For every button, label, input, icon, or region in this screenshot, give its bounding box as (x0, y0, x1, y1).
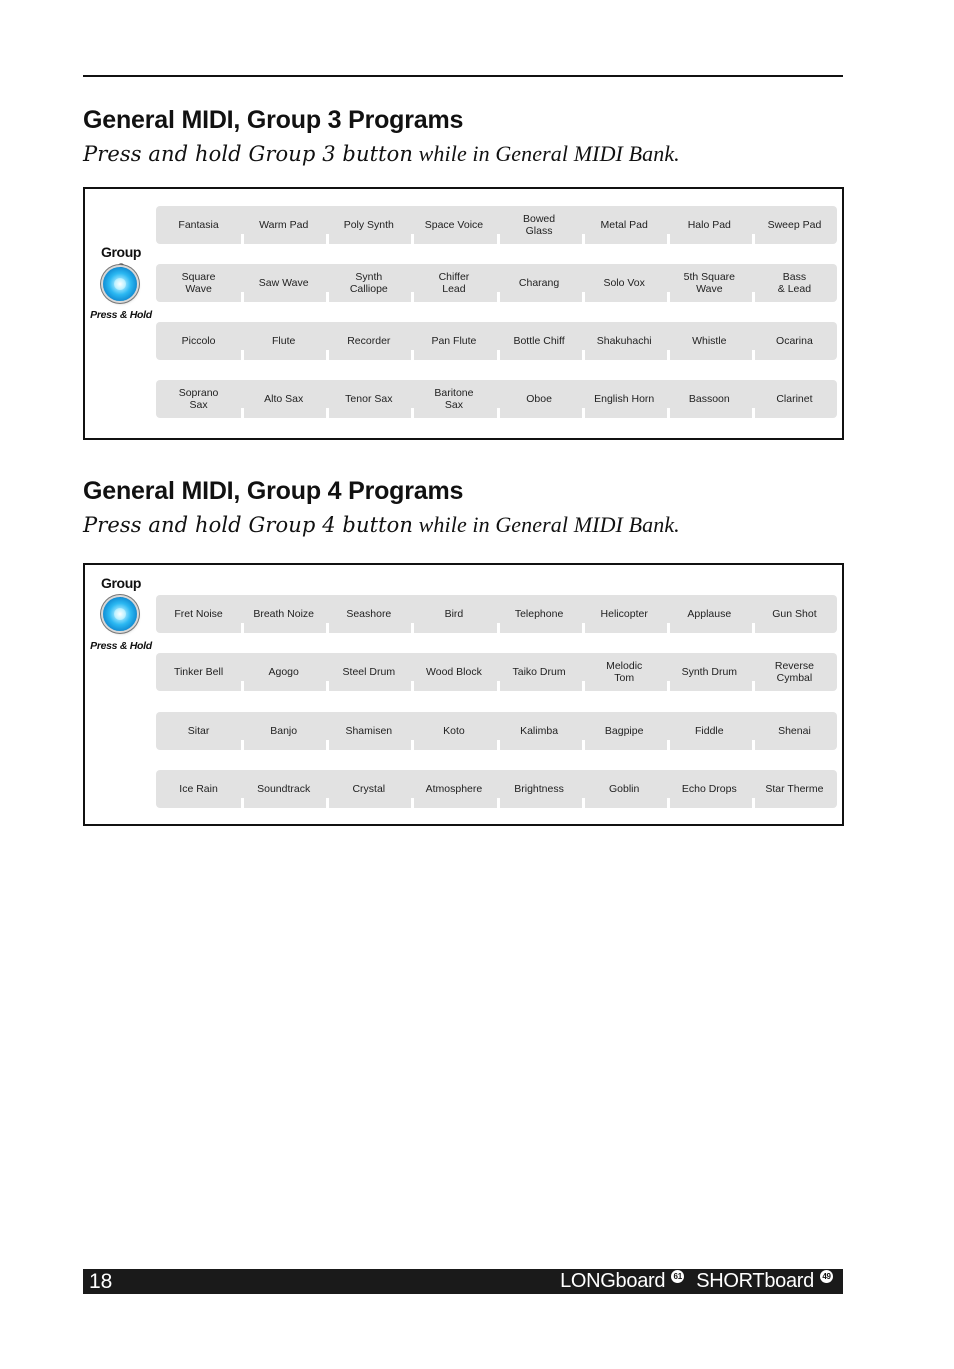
subtitle-rest: while in General MIDI Bank. (413, 141, 680, 166)
program-cell[interactable]: Taiko Drum (497, 653, 582, 691)
footer-bar (83, 1269, 843, 1294)
program-cell[interactable]: Crystal (326, 770, 411, 808)
program-cell[interactable]: Recorder (326, 322, 411, 360)
program-cell[interactable]: Clarinet (752, 380, 837, 418)
program-cell[interactable]: Fret Noise (174, 607, 223, 620)
shortboard-key-count-badge: 49 (820, 1270, 833, 1283)
program-cell[interactable]: Ocarina (752, 322, 837, 360)
program-row (156, 380, 837, 418)
program-row (156, 322, 837, 360)
subtitle-emphasis: Press and hold Group 3 button (83, 142, 414, 166)
program-cell[interactable]: Fiddle (667, 712, 752, 750)
press-hold-label: Press & Hold (90, 640, 152, 652)
program-cell[interactable]: Seashore (326, 595, 411, 633)
program-cell[interactable]: Helicopter (582, 595, 667, 633)
program-cell[interactable]: Soundtrack (241, 770, 326, 808)
program-cell[interactable]: Warm Pad (241, 206, 326, 244)
program-cell[interactable]: Flute (241, 322, 326, 360)
program-cell[interactable]: Shamisen (326, 712, 411, 750)
program-cell[interactable]: Gun Shot (752, 595, 837, 633)
press-hold-label: Press & Hold (90, 309, 152, 321)
program-cell[interactable]: Synth Drum (667, 653, 752, 691)
subtitle-rest: while in General MIDI Bank. (413, 512, 680, 537)
program-cell[interactable]: Star Therme (752, 770, 837, 808)
program-cell[interactable]: Bowed Glass (497, 206, 582, 244)
program-cell[interactable]: Chiffer Lead (411, 264, 496, 302)
program-cell[interactable]: Space Voice (411, 206, 496, 244)
program-cell[interactable]: Soprano Sax (178, 386, 219, 411)
program-cell[interactable]: Banjo (241, 712, 326, 750)
program-cell[interactable]: Pan Flute (411, 322, 496, 360)
program-cell[interactable]: Synth Calliope (326, 264, 411, 302)
program-cell[interactable]: Alto Sax (241, 380, 326, 418)
program-cell[interactable]: Baritone Sax (411, 380, 496, 418)
program-row (156, 595, 837, 633)
section-title-group-3: General MIDI, Group 3 Programs (83, 106, 464, 134)
section-subtitle-group-3 (83, 141, 680, 167)
program-cell[interactable]: Saw Wave (241, 264, 326, 302)
program-cell[interactable]: Charang (497, 264, 582, 302)
program-cell[interactable]: Ice Rain (179, 782, 218, 795)
program-cell[interactable]: Square Wave (181, 270, 216, 295)
subtitle-emphasis: Press and hold Group 4 button (83, 513, 414, 537)
group-label: Group (101, 244, 141, 260)
program-row (156, 712, 837, 750)
program-cell[interactable]: Tinker Bell (173, 665, 224, 678)
program-cell[interactable]: Bottle Chiff (497, 322, 582, 360)
program-cell[interactable]: Atmosphere (411, 770, 496, 808)
program-cell[interactable]: Brightness (497, 770, 582, 808)
program-cell[interactable]: Metal Pad (582, 206, 667, 244)
program-cell[interactable]: Melodic Tom (582, 653, 667, 691)
program-cell[interactable]: English Horn (582, 380, 667, 418)
longboard-key-count-badge: 61 (671, 1270, 684, 1283)
brand-line (560, 1269, 833, 1294)
program-cell[interactable]: Tenor Sax (326, 380, 411, 418)
section-subtitle-group-4 (83, 512, 680, 538)
brand-shortboard: SHORTboard (696, 1270, 814, 1292)
program-cell[interactable]: Steel Drum (326, 653, 411, 691)
section-title-group-4: General MIDI, Group 4 Programs (83, 477, 464, 505)
program-panel-group-3 (83, 187, 844, 440)
group-label: Group (101, 575, 141, 591)
program-cell[interactable]: Agogo (241, 653, 326, 691)
program-cell[interactable]: Echo Drops (667, 770, 752, 808)
program-cell[interactable]: Fantasia (178, 218, 219, 231)
program-cell[interactable]: Poly Synth (326, 206, 411, 244)
program-cell[interactable]: Wood Block (411, 653, 496, 691)
program-cell[interactable]: Telephone (497, 595, 582, 633)
program-cell[interactable]: Piccolo (181, 334, 216, 347)
brand-longboard: LONGboard (560, 1270, 666, 1292)
program-cell[interactable]: Bird (411, 595, 496, 633)
group-3-button[interactable] (103, 267, 137, 301)
program-cell[interactable]: Whistle (667, 322, 752, 360)
program-row (156, 653, 837, 691)
program-cell[interactable]: Applause (667, 595, 752, 633)
program-cell[interactable]: Goblin (582, 770, 667, 808)
program-cell[interactable]: Breath Noize (241, 595, 326, 633)
program-cell[interactable]: Bassoon (667, 380, 752, 418)
program-row (156, 264, 837, 302)
program-cell[interactable]: Kalimba (497, 712, 582, 750)
program-cell[interactable]: Reverse Cymbal (752, 653, 837, 691)
top-rule (83, 75, 843, 77)
group-4-button[interactable] (103, 597, 137, 631)
program-cell[interactable]: Shakuhachi (582, 322, 667, 360)
program-cell[interactable]: Solo Vox (582, 264, 667, 302)
program-cell[interactable]: Koto (411, 712, 496, 750)
program-row (156, 206, 837, 244)
program-cell[interactable]: Sweep Pad (752, 206, 837, 244)
program-cell[interactable]: Bass & Lead (752, 264, 837, 302)
program-cell[interactable]: 5th Square Wave (667, 264, 752, 302)
program-row (156, 770, 837, 808)
program-cell[interactable]: Oboe (497, 380, 582, 418)
program-cell[interactable]: Halo Pad (667, 206, 752, 244)
program-panel-group-4 (83, 563, 844, 826)
program-cell[interactable]: Bagpipe (582, 712, 667, 750)
program-cell[interactable]: Shenai (752, 712, 837, 750)
page-number: 18 (89, 1270, 113, 1293)
program-cell[interactable]: Sitar (187, 724, 210, 737)
